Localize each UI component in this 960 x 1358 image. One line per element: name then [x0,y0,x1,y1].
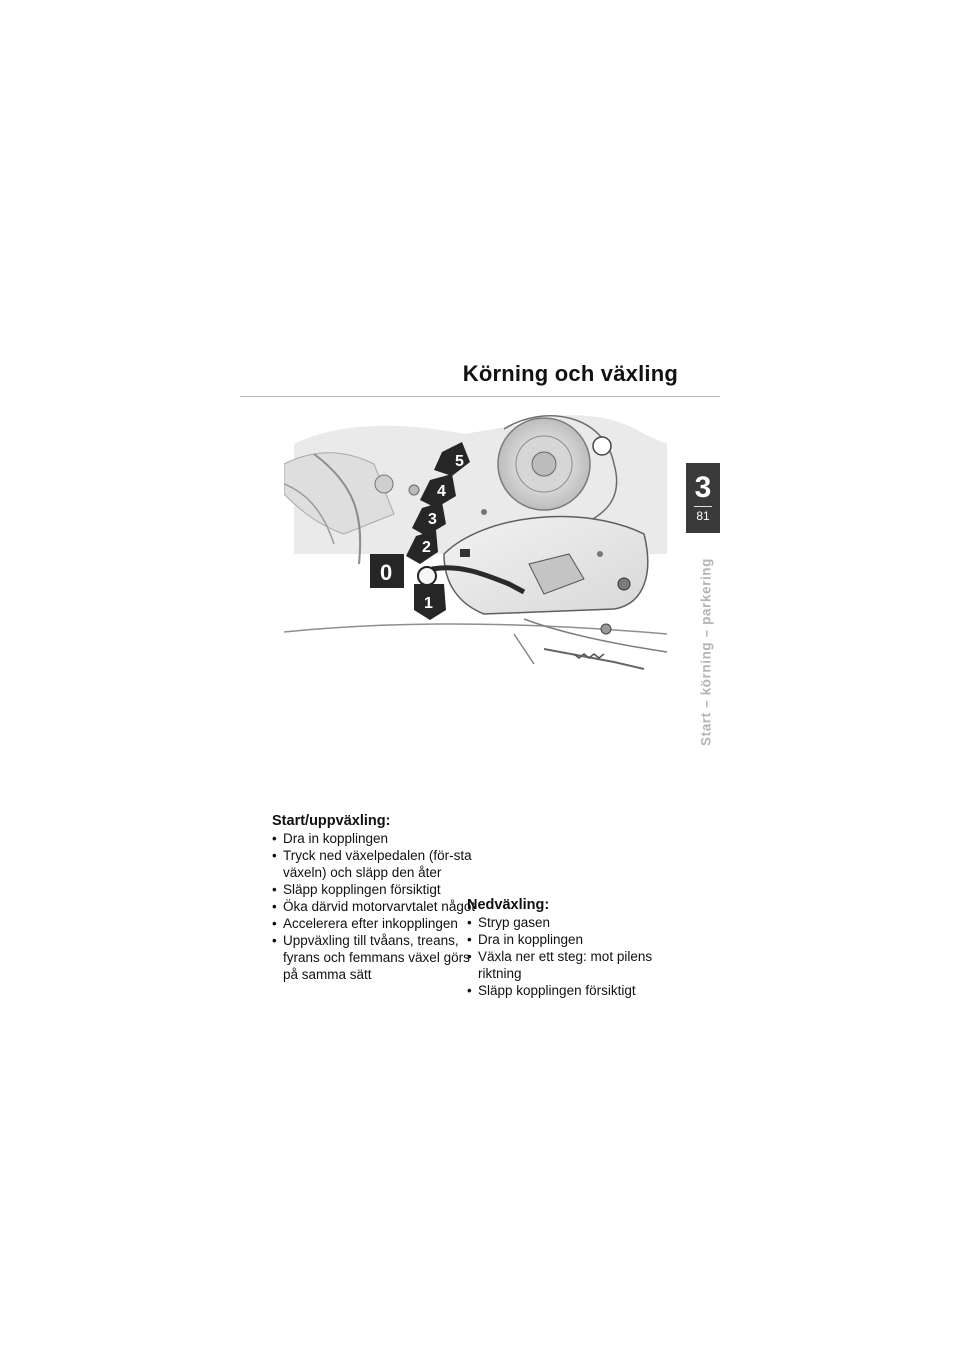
chapter-number: 3 [694,471,712,504]
downshift-section [467,896,682,999]
list-item: • Släpp kopplingen försiktigt [467,982,682,999]
chapter-side-label: Start – körning – parkering [698,558,714,746]
page-title: Körning och växling [462,361,678,386]
gear-label-1: 1 [424,595,433,612]
upshift-heading: Start/uppväxling: [272,813,391,829]
gear-label-2: 2 [422,539,431,556]
list-item: • Accelerera efter inkopplingen [272,915,477,932]
gear-label-0: 0 [380,560,393,585]
page-number: 81 [696,509,710,523]
upshift-section [272,812,477,983]
gear-label-5: 5 [455,453,464,470]
title-divider [240,396,720,397]
list-item: • Tryck ned växelpedalen (för-sta växeln) och släpp den åter [272,847,477,881]
list-item: • Släpp kopplingen försiktigt [272,881,477,898]
list-item: • Dra in kopplingen [467,931,682,948]
chapter-divider [694,506,712,507]
downshift-heading: Nedväxling: [467,897,550,913]
list-item: • Öka därvid motorvarvtalet något [272,898,477,915]
chapter-tab [686,463,720,533]
list-item: • Växla ner ett steg: mot pilens riktning [467,948,682,982]
gear-label-3: 3 [428,511,437,528]
gear-shift-illustration [284,404,667,704]
downshift-list [467,914,682,999]
list-item: • Dra in kopplingen [272,830,477,847]
gear-label-4: 4 [437,483,446,500]
list-item: • Stryp gasen [467,914,682,931]
gear-shift-drawing [284,404,667,704]
upshift-list [272,830,477,983]
list-item: • Uppväxling till tvåans, treans, fyrans och femmans växel görs på samma sätt [272,932,477,983]
